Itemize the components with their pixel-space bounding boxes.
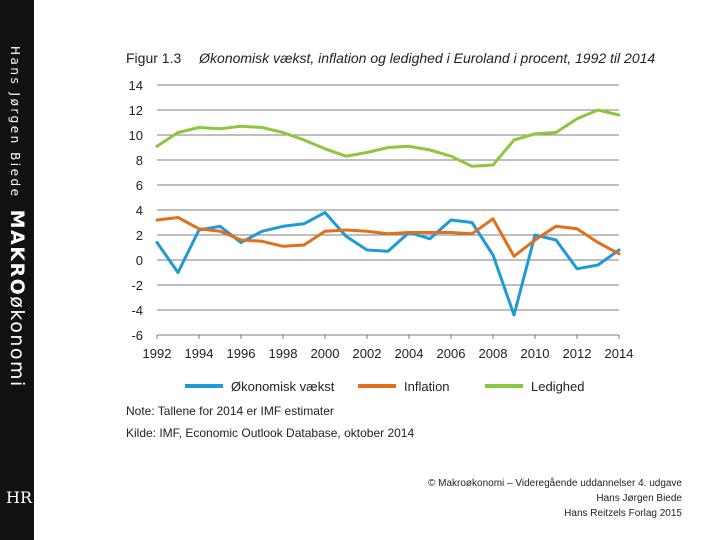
y-tick-label: -6	[131, 328, 143, 343]
chart-source: Kilde: IMF, Economic Outlook Database, oktober 2014	[126, 426, 415, 440]
y-tick-label: 8	[135, 153, 143, 168]
spine-author: Hans Jørgen Biede	[8, 46, 22, 199]
y-tick-label: 14	[128, 78, 143, 93]
credit-line-3: Hans Reitzels Forlag 2015	[564, 508, 682, 519]
publisher-logo: HR	[6, 488, 32, 507]
credit-line-2: Hans Jørgen Biede	[596, 493, 682, 504]
x-tick-label: 2006	[436, 346, 466, 361]
x-tick-label: 2008	[478, 346, 508, 361]
legend-label: Økonomisk vækst	[231, 379, 335, 394]
y-tick-label: 6	[135, 178, 143, 193]
y-tick-label: -4	[131, 303, 143, 318]
y-tick-label: 10	[128, 128, 143, 143]
y-tick-label: -2	[131, 278, 143, 293]
credit-line-1: © Makroøkonomi – Videregående uddannelser 4. udgave	[427, 478, 682, 489]
x-tick-label: 1996	[226, 346, 256, 361]
x-tick-label: 1994	[184, 346, 214, 361]
x-tick-label: 2010	[520, 346, 550, 361]
series-line-1	[157, 213, 619, 316]
y-tick-label: 12	[128, 103, 143, 118]
x-tick-label: 2002	[352, 346, 382, 361]
legend-label: Ledighed	[531, 379, 585, 394]
x-tick-label: 2012	[562, 346, 592, 361]
y-tick-label: 0	[135, 253, 143, 268]
x-tick-label: 2004	[394, 346, 424, 361]
spine-brand-light: økonomi	[6, 296, 28, 388]
y-tick-label: 2	[135, 228, 143, 243]
x-tick-label: 2000	[310, 346, 340, 361]
x-tick-label: 1992	[142, 346, 172, 361]
spine-brand-bold: MAKRO	[6, 209, 28, 297]
figure-title-text: Økonomisk vækst, inflation og ledighed i Euroland i procent, 1992 til 2014	[199, 50, 656, 66]
series-line-3	[157, 110, 619, 166]
figure-number: Figur 1.3	[126, 50, 182, 66]
x-tick-label: 1998	[268, 346, 298, 361]
x-tick-label: 2014	[604, 346, 634, 361]
chart-note: Note: Tallene for 2014 er IMF estimater	[126, 404, 334, 418]
copyright-credit	[428, 476, 682, 521]
legend-label: Inflation	[404, 379, 450, 394]
y-tick-label: 4	[135, 203, 143, 218]
